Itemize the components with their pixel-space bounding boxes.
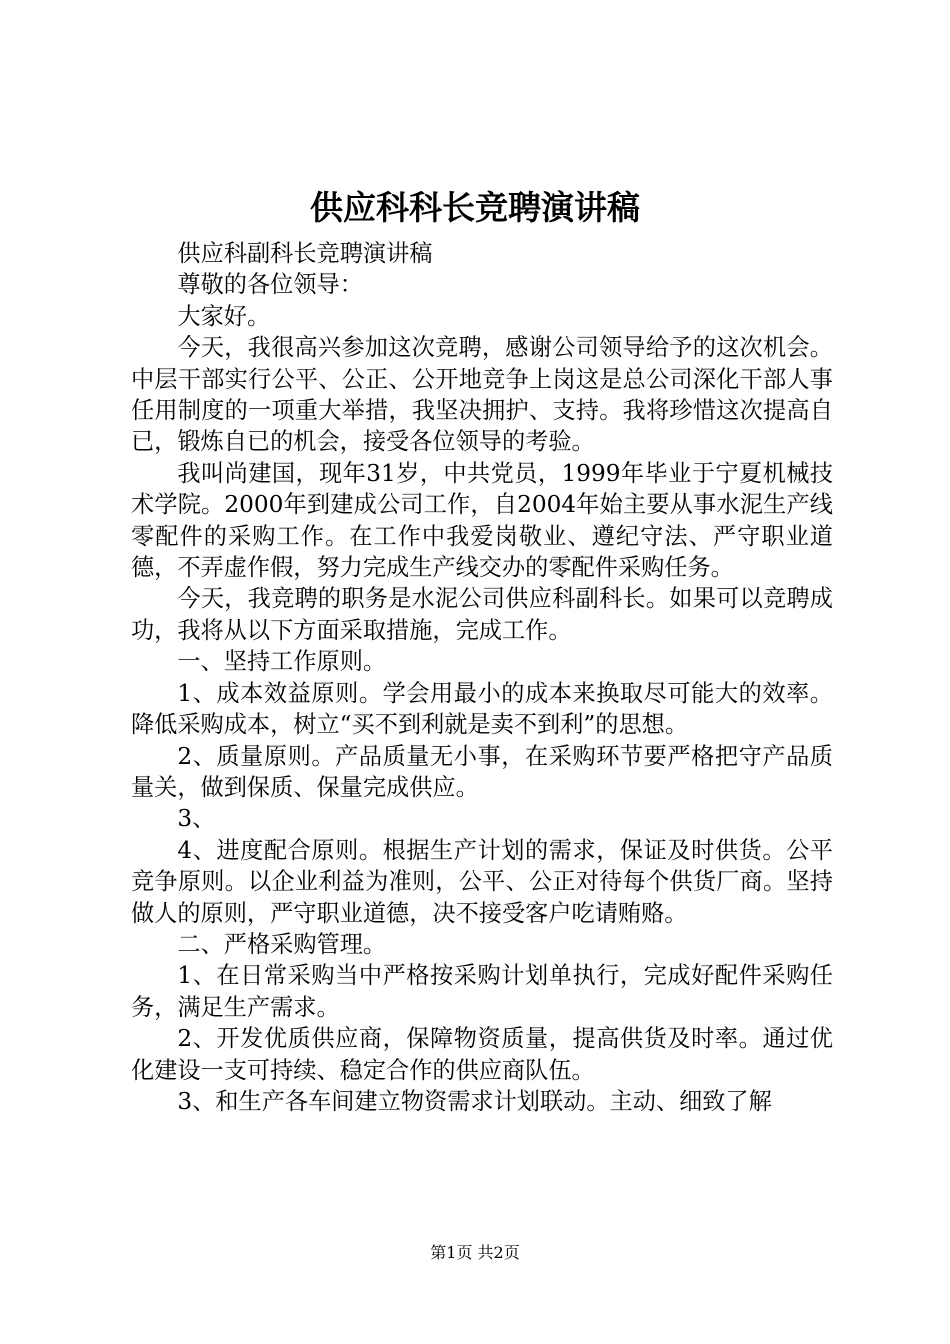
paragraph: 2、质量原则。产品质量无小事，在采购环节要严格把守产品质量关，做到保质、保量完成供应。 — [131, 742, 833, 801]
paragraph: 1、成本效益原则。学会用最小的成本来换取尽可能大的效率。降低采购成本，树立“买不到利就是卖不到利”的思想。 — [131, 679, 833, 739]
paragraph: 尊敬的各位领导： — [177, 271, 363, 299]
paragraph: 3、 — [177, 805, 216, 833]
section-heading: 一、坚持工作原则。 — [177, 648, 387, 676]
paragraph: 我叫尚建国，现年31岁，中共党员，1999年毕业于宁夏机械技术学院。2000年到建成公司工作，自2004年始主要从事水泥生产线零配件的采购工作。在工作中我爱岗敬业、遵纪守法、严守职业道德，不弄虚作假，努力完成生产线交办的零配件采购任务。 — [131, 459, 833, 582]
paragraph: 今天，我很高兴参加这次竞聘，感谢公司领导给予的这次机会。中层干部实行公平、公正、公开地竞争上岗这是总公司深化干部人事任用制度的一项重大举措，我坚决拥护、支持。我将珍惜这次提高自已，锻炼自已的机会，接受各位领导的考验。 — [131, 334, 833, 456]
paragraph: 2、开发优质供应商，保障物资质量，提高供货及时率。通过优化建设一支可持续、稳定合作的供应商队伍。 — [131, 1025, 833, 1084]
document-body — [131, 238, 833, 1117]
paragraph: 今天，我竞聘的职务是水泥公司供应科副科长。如果可以竞聘成功，我将从以下方面采取措施，完成工作。 — [131, 585, 833, 644]
page-footer: 第1页 共2页 — [430, 1243, 520, 1262]
section-heading: 二、严格采购管理。 — [177, 930, 387, 958]
paragraph: 供应科副科长竞聘演讲稿 — [177, 240, 433, 267]
paragraph: 1、在日常采购当中严格按采购计划单执行，完成好配件采购任务，满足生产需求。 — [131, 962, 833, 1021]
document-title: 供应科科长竞聘演讲稿 — [310, 188, 640, 227]
paragraph: 4、进度配合原则。根据生产计划的需求，保证及时供货。公平竞争原则。以企业利益为准则，公平、公正对待每个供货厂商。坚持做人的原则，严守职业道德，决不接受客户吃请贿赂。 — [131, 836, 833, 927]
paragraph: 大家好。 — [177, 302, 271, 330]
paragraph: 3、和生产各车间建立物资需求计划联动。主动、细致了解 — [177, 1087, 772, 1115]
